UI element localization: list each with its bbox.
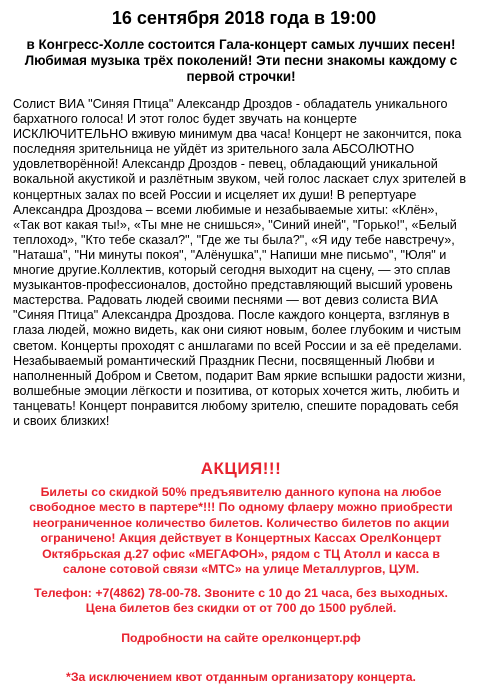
promo-section xyxy=(0,459,482,685)
footnote: *За исключением квот отданным организатору концерта. xyxy=(66,670,416,685)
event-description: Солист ВИА "Синяя Птица" Александр Дроздов - обладатель уникального бархатного голоса! И этот голос будет звучать на концерте ИСКЛЮЧИТЕЛЬНО вживую минимум два часа! Концерт не закончится, пока последняя зрительница не уйдёт из зрительного зала АБСОЛЮТНО удовлетворённой! Александр Дроздов - певец, обладающий уникальной вокальной акустикой и разлётным звуком, чей голос ласкает слух зрителей в концертных залах по всей России и исцеляет их души! В репертуаре Александра Дроздова – всеми любимые и незабываемые хиты: «Клён», «Так вот какая ты!», «Ты мне не снишься», "Синий иней", "Горько!", «Белый теплоход», "Кто тебе сказал?", "Где же ты была?", «Я иду тебе навстречу», "Наташа", "Ни минуты покоя", "Алёнушка"," Напиши мне письмо", "Юля" и многие другие.Коллектив, который сегодня выходит на сцену, — это сплав музыкантов-профессионалов, достойно представляющий высший уровень мастерства. Радовать людей своими песнями — вот девиз солиста ВИА "Синяя Птица" Александра Дроздова. После каждого концерта, взглянув в глаза людей, можно видеть, как они сияют новым, более глубоким и чистым светом. Концерты проходят с аншлагами по всей России и за её пределами. Незабываемый романтический Праздник Песни, посвященный Любви и наполненный Добром и Светом, подарит Вам яркие вспышки радости жизни, волшебные эмоции лёгкости и позитива, от которых хочется жить, любить и танцевать! Концерт понравится любому зрителю, спешите порадовать себя и своих близких! xyxy=(13,97,467,428)
flyer xyxy=(0,7,482,685)
details-link[interactable]: Подробности на сайте орелконцерт.рф xyxy=(121,631,361,646)
contact-info: Телефон: +7(4862) 78-00-78. Звоните с 10 до 21 часа, без выходных. Цена билетов без скидки от от 700 до 1500 рублей. xyxy=(34,585,448,615)
event-subtitle: в Конгресс-Холле состоится Гала-концерт самых лучших песен! Любимая музыка трёх поколений! Эти песни знакомы каждому с первой строчки! xyxy=(24,37,458,84)
event-date-heading: 16 сентября 2018 года в 19:00 xyxy=(111,8,377,28)
promo-title: АКЦИЯ!!! xyxy=(200,459,282,479)
promo-text: Билеты со скидкой 50% предъявителю данного купона на любое свободное место в партере*!!! По одному флаеру можно приобрести неограниченное количество билетов. Количество билетов по акции ограничено! Акция действует в Концертных Кассах ОрелКонцерт Октябрьская д.27 офис «МЕГАФОН», рядом с ТЦ Атолл и касса в салоне сотовой связи «МТС» на улице Металлургов, ЦУМ. xyxy=(29,485,453,577)
